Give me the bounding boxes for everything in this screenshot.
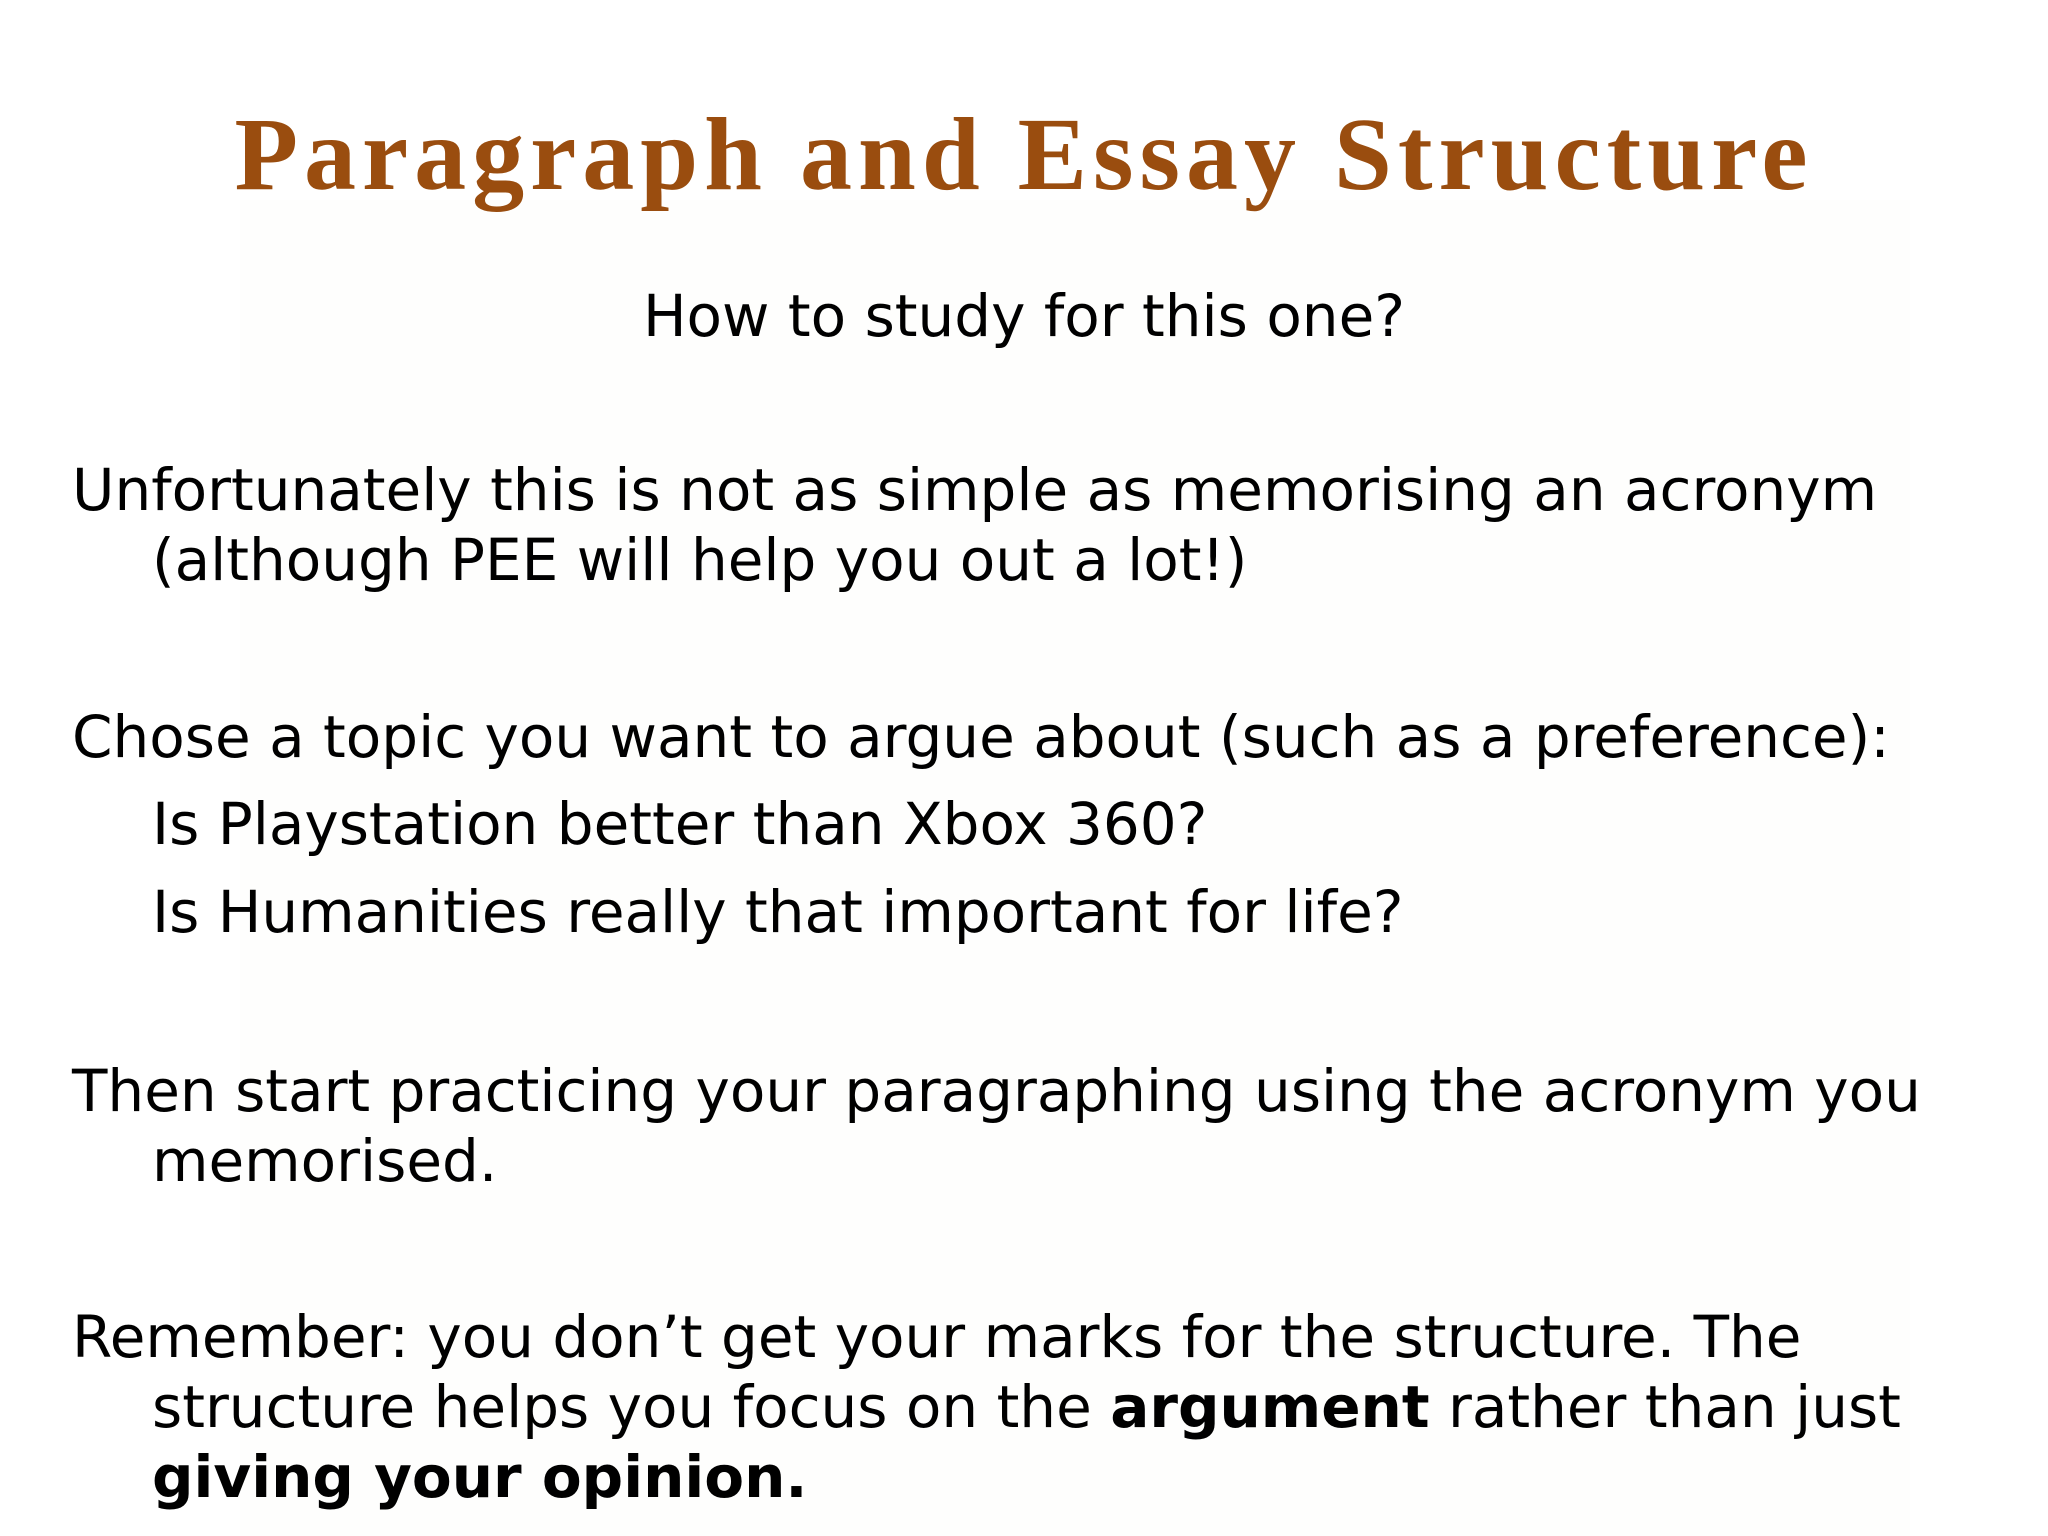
paragraph-line xyxy=(72,1442,1992,1512)
text-run: structure helps you focus on the xyxy=(152,1373,1111,1441)
paragraph-line: memorised. xyxy=(152,1127,498,1195)
topic-example: Is Humanities really that important for life? xyxy=(152,878,1404,946)
paragraph-acronym xyxy=(72,455,1992,595)
paragraph-practice xyxy=(72,1056,1992,1196)
paragraph-remember xyxy=(72,1302,1992,1512)
emphasis-argument: argument xyxy=(1110,1373,1430,1441)
paragraph-line: Unfortunately this is not as simple as memorising an acronym xyxy=(72,456,1878,524)
paragraph-topic xyxy=(72,702,1992,956)
emphasis-opinion: giving your opinion. xyxy=(152,1443,808,1511)
paragraph-line: Remember: you don’t get your marks for the structure. The xyxy=(72,1303,1802,1371)
text-run: rather than just xyxy=(1429,1373,1901,1441)
paragraph-line: Then start practicing your paragraphing using the acronym you xyxy=(72,1057,1921,1125)
slide-title: Paragraph and Essay Structure xyxy=(234,97,1814,212)
paragraph-line xyxy=(72,1372,1992,1442)
topic-example: Is Playstation better than Xbox 360? xyxy=(152,790,1208,858)
slide-subtitle: How to study for this one? xyxy=(642,282,1406,350)
paragraph-line: Chose a topic you want to argue about (such as a preference): xyxy=(72,703,1890,771)
paragraph-line: (although PEE will help you out a lot!) xyxy=(152,526,1248,594)
